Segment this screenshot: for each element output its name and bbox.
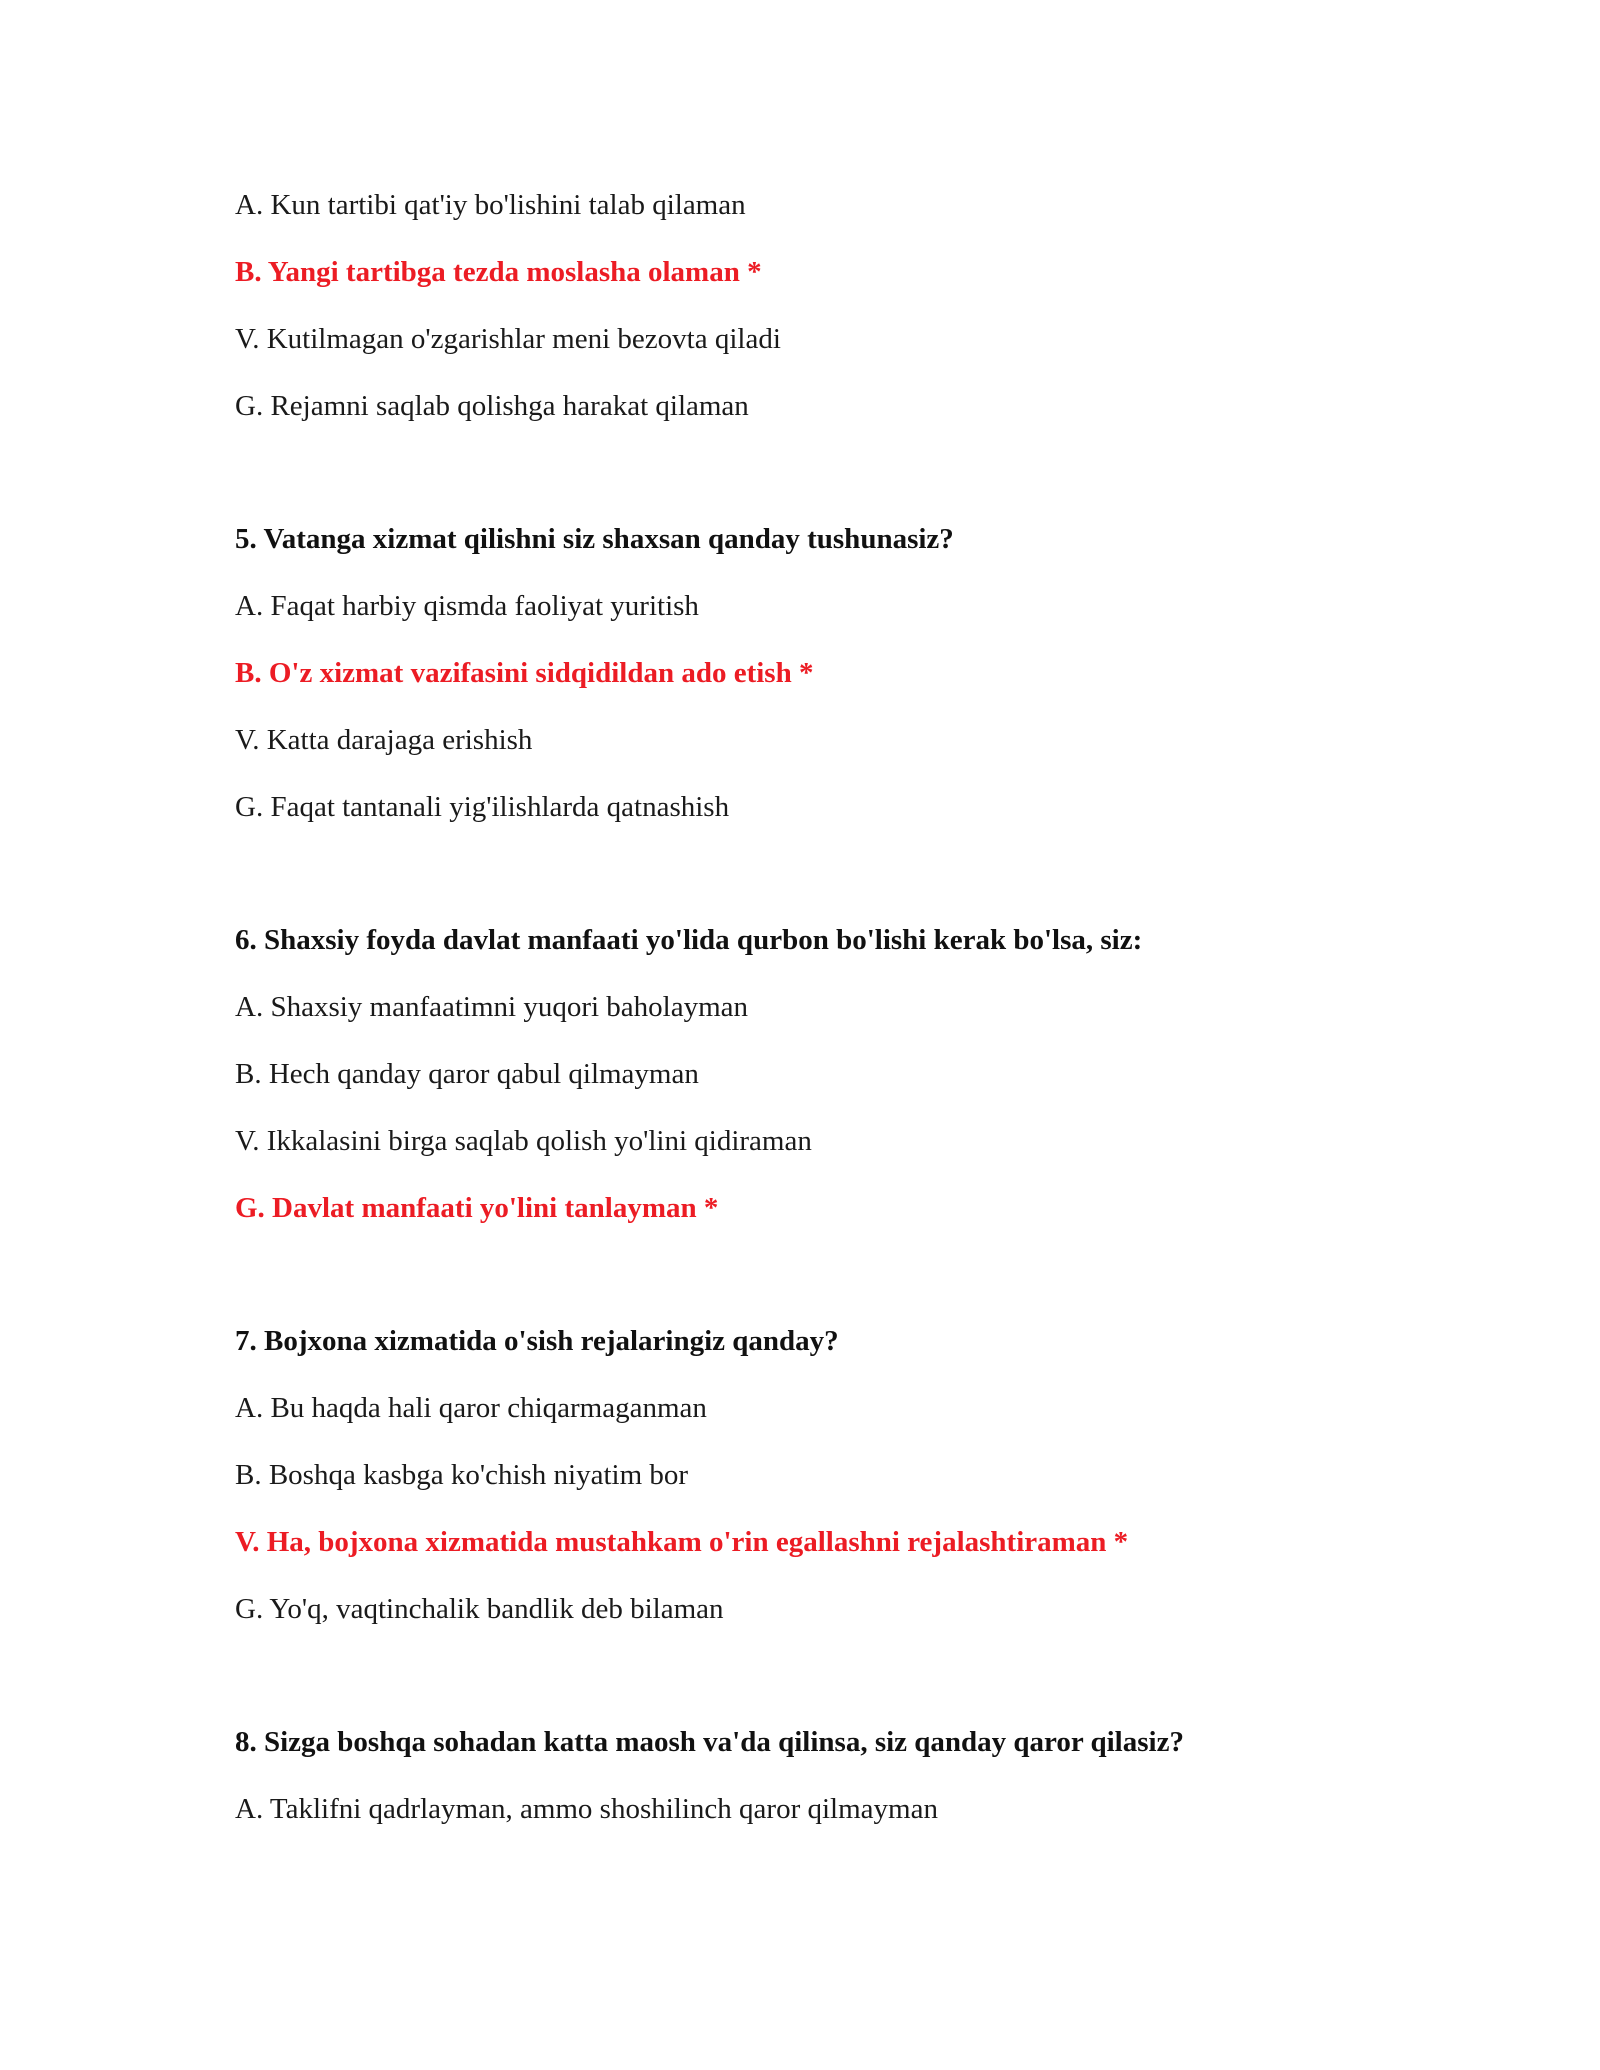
q6-option-b: B. Hech qanday qaror qabul qilmayman	[235, 1058, 699, 1090]
q5-option-g: G. Faqat tantanali yig'ilishlarda qatnashish	[235, 791, 730, 823]
q8-question: 8. Sizga boshqa sohadan katta maosh va'da qilinsa, siz qanday qaror qilasiz?	[235, 1726, 1184, 1758]
q5-option-b-correct: B. O'z xizmat vazifasini sidqidildan ado etish *	[235, 657, 814, 689]
q6-option-g-correct: G. Davlat manfaati yo'lini tanlayman *	[235, 1192, 719, 1224]
q5-question: 5. Vatanga xizmat qilishni siz shaxsan qanday tushunasiz?	[235, 523, 954, 555]
q8-option-a: A. Taklifni qadrlayman, ammo shoshilinch qaror qilmayman	[235, 1793, 938, 1825]
q6-option-v: V. Ikkalasini birga saqlab qolish yo'lini qidiraman	[235, 1125, 812, 1157]
q4-option-a: A. Kun tartibi qat'iy bo'lishini talab qilaman	[235, 189, 746, 221]
q4-option-g: G. Rejamni saqlab qolishga harakat qilaman	[235, 390, 749, 422]
q5-option-a: A. Faqat harbiy qismda faoliyat yuritish	[235, 590, 699, 622]
q7-question: 7. Bojxona xizmatida o'sish rejalaringiz qanday?	[235, 1325, 839, 1357]
q4-option-b-correct: B. Yangi tartibga tezda moslasha olaman *	[235, 256, 762, 288]
q7-option-a: A. Bu haqda hali qaror chiqarmaganman	[235, 1392, 707, 1424]
q6-option-a: A. Shaxsiy manfaatimni yuqori baholayman	[235, 991, 749, 1023]
q7-option-g: G. Yo'q, vaqtinchalik bandlik deb bilaman	[235, 1593, 724, 1625]
q4-option-v: V. Kutilmagan o'zgarishlar meni bezovta qiladi	[235, 323, 781, 355]
q5-option-v: V. Katta darajaga erishish	[235, 724, 533, 756]
q7-option-b: B. Boshqa kasbga ko'chish niyatim bor	[235, 1459, 689, 1491]
q6-question: 6. Shaxsiy foyda davlat manfaati yo'lida qurbon bo'lishi kerak bo'lsa, siz:	[235, 924, 1143, 956]
q7-option-v-correct: V. Ha, bojxona xizmatida mustahkam o'rin egallashni rejalashtiraman *	[235, 1526, 1129, 1558]
